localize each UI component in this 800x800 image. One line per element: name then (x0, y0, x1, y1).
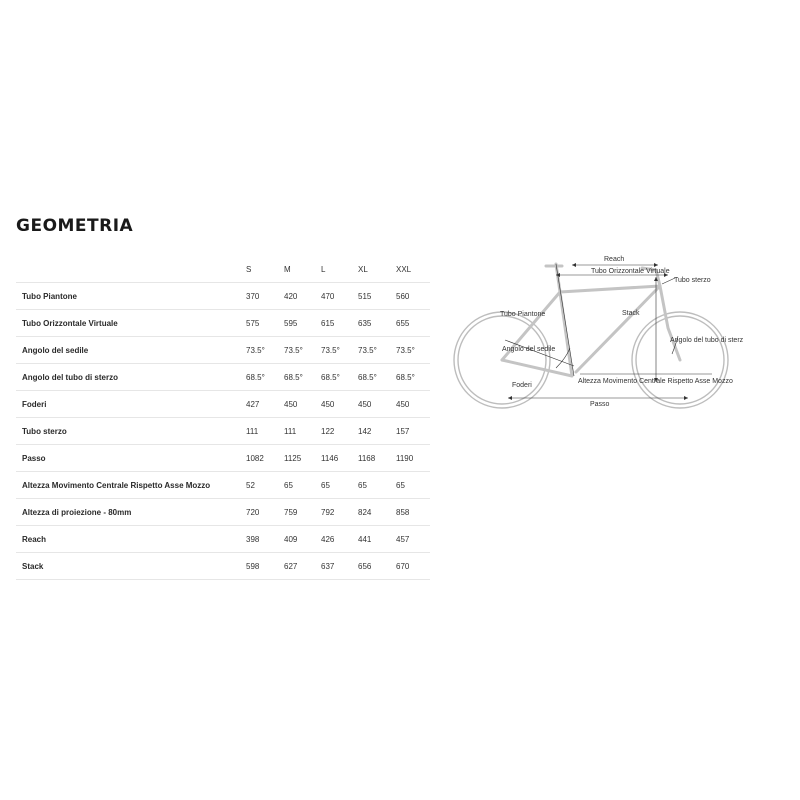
table-header-row (16, 256, 430, 283)
page-title: GEOMETRIA (16, 216, 134, 236)
cell-value: 450 (396, 391, 430, 418)
table-row (16, 418, 430, 445)
cell-value: 73.5° (321, 337, 358, 364)
table-row (16, 283, 430, 310)
column-header-size: S (246, 256, 284, 283)
cell-value: 73.5° (396, 337, 430, 364)
cell-value: 73.5° (358, 337, 396, 364)
row-label: Angolo del sedile (16, 337, 246, 364)
bb-drop-label: Altezza Movimento Centrale Rispetto Asse Mozzo (578, 378, 733, 385)
cell-value: 68.5° (321, 364, 358, 391)
cell-value: 670 (396, 553, 430, 580)
column-header-size: XXL (396, 256, 430, 283)
cell-value: 450 (284, 391, 321, 418)
table-row (16, 472, 430, 499)
cell-value: 656 (358, 553, 396, 580)
row-label: Altezza di proiezione - 80mm (16, 499, 246, 526)
cell-value: 111 (246, 418, 284, 445)
cell-value: 73.5° (284, 337, 321, 364)
cell-value: 615 (321, 310, 358, 337)
row-label: Altezza Movimento Centrale Rispetto Asse Mozzo (16, 472, 246, 499)
column-header-size: M (284, 256, 321, 283)
row-label: Passo (16, 445, 246, 472)
table-row (16, 445, 430, 472)
cell-value: 637 (321, 553, 358, 580)
column-header-label (16, 256, 246, 283)
cell-value: 1168 (358, 445, 396, 472)
cell-value: 1082 (246, 445, 284, 472)
table-row (16, 337, 430, 364)
reach-label: Reach (604, 256, 625, 263)
cell-value: 1190 (396, 445, 430, 472)
row-label: Tubo Piantone (16, 283, 246, 310)
column-header-size: L (321, 256, 358, 283)
seat-tube-label: Tubo Piantone (500, 311, 546, 318)
cell-value: 1125 (284, 445, 321, 472)
column-header-size: XL (358, 256, 396, 283)
cell-value: 824 (358, 499, 396, 526)
cell-value: 858 (396, 499, 430, 526)
cell-value: 450 (321, 391, 358, 418)
cell-value: 655 (396, 310, 430, 337)
cell-value: 792 (321, 499, 358, 526)
cell-value: 759 (284, 499, 321, 526)
cell-value: 515 (358, 283, 396, 310)
row-label: Tubo Orizzontale Virtuale (16, 310, 246, 337)
row-label: Reach (16, 526, 246, 553)
cell-value: 1146 (321, 445, 358, 472)
cell-value: 627 (284, 553, 321, 580)
cell-value: 470 (321, 283, 358, 310)
table-row (16, 391, 430, 418)
row-label: Stack (16, 553, 246, 580)
bike-geometry-diagram (450, 248, 750, 418)
row-label: Angolo del tubo di sterzo (16, 364, 246, 391)
table-row (16, 553, 430, 580)
head-angle-label: Angolo del tubo di sterz (670, 337, 744, 344)
cell-value: 68.5° (396, 364, 430, 391)
cell-value: 68.5° (246, 364, 284, 391)
seat-angle-label: Angolo del sedile (502, 346, 556, 353)
cell-value: 142 (358, 418, 396, 445)
cell-value: 441 (358, 526, 396, 553)
cell-value: 598 (246, 553, 284, 580)
cell-value: 595 (284, 310, 321, 337)
cell-value: 427 (246, 391, 284, 418)
geometry-table (16, 256, 430, 580)
cell-value: 409 (284, 526, 321, 553)
table-row (16, 499, 430, 526)
table-row (16, 310, 430, 337)
cell-value: 65 (358, 472, 396, 499)
cell-value: 370 (246, 283, 284, 310)
chainstays-label: Foderi (512, 382, 532, 389)
cell-value: 68.5° (358, 364, 396, 391)
cell-value: 457 (396, 526, 430, 553)
cell-value: 73.5° (246, 337, 284, 364)
cell-value: 122 (321, 418, 358, 445)
cell-value: 111 (284, 418, 321, 445)
cell-value: 52 (246, 472, 284, 499)
cell-value: 65 (396, 472, 430, 499)
cell-value: 398 (246, 526, 284, 553)
cell-value: 560 (396, 283, 430, 310)
cell-value: 635 (358, 310, 396, 337)
wheelbase-label: Passo (590, 401, 610, 408)
cell-value: 426 (321, 526, 358, 553)
head-tube-label: Tubo sterzo (674, 277, 711, 284)
stack-label: Stack (622, 310, 640, 317)
cell-value: 157 (396, 418, 430, 445)
row-label: Tubo sterzo (16, 418, 246, 445)
cell-value: 68.5° (284, 364, 321, 391)
cell-value: 575 (246, 310, 284, 337)
row-label: Foderi (16, 391, 246, 418)
cell-value: 720 (246, 499, 284, 526)
cell-value: 65 (284, 472, 321, 499)
cell-value: 420 (284, 283, 321, 310)
table-row (16, 364, 430, 391)
cell-value: 450 (358, 391, 396, 418)
virtual-top-tube-label: Tubo Orizzontale Virtuale (591, 268, 670, 275)
cell-value: 65 (321, 472, 358, 499)
table-row (16, 526, 430, 553)
